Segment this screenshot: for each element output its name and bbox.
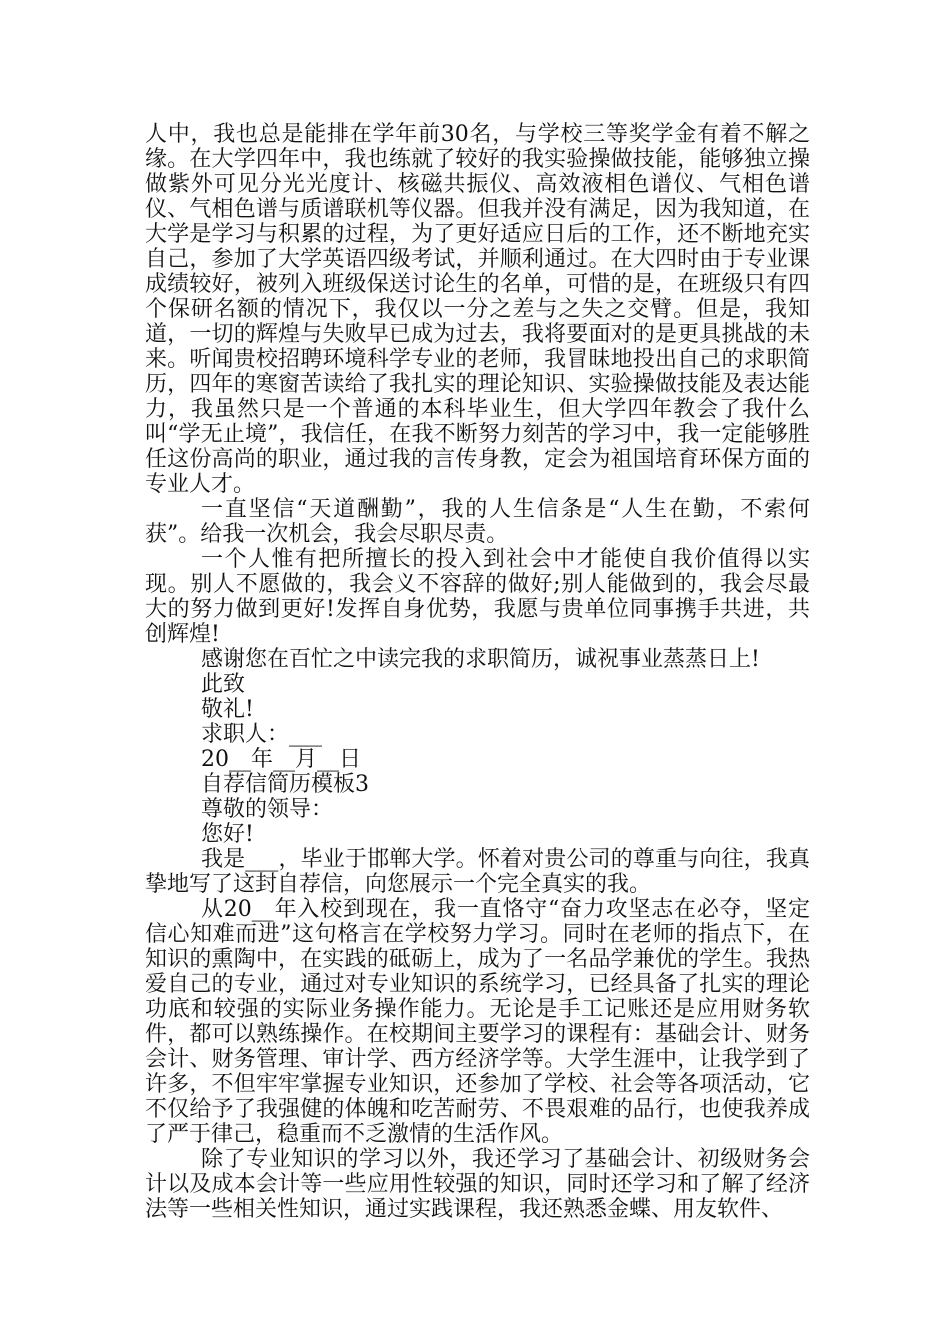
- date-line: 20__年__月__日: [201, 747, 361, 772]
- closing-regards: 敬礼!: [201, 697, 254, 722]
- paragraph-extra-knowledge: 除了专业知识的学习以外，我还学习了基础会计、初级财务会计以及成本会计等一些应用性较强的知识，同时还学习和了解了经济法等一些相关性知识，通过实践课程，我还熟悉金蝶、用友软件、: [145, 1147, 810, 1222]
- document-page: [145, 122, 810, 1222]
- closing-thanks: 感谢您在百忙之中读完我的求职简历，诚祝事业蒸蒸日上!: [201, 647, 760, 672]
- applicant-signature-line: 求职人：___: [201, 722, 323, 747]
- paragraph-introduction: 我是___，毕业于邯郸大学。怀着对贵公司的尊重与向往，我真挚地写了这封自荐信，向您展示一个完全真实的我。: [145, 847, 810, 897]
- paragraph-motto: 一直坚信“天道酬勤”，我的人生信条是“人生在勤，不索何获”。给我一次机会，我会尽职尽责。: [145, 497, 810, 547]
- section-title: 自荐信简历模板3: [201, 772, 369, 797]
- closing-salutation: 此致: [201, 672, 246, 697]
- greeting-hello: 您好!: [201, 822, 254, 847]
- paragraph-study-history: 从20__年入校到现在，我一直恪守“奋力攻坚志在必夺，坚定信心知难而进”这句格言在学校努力学习。同时在老师的指点下，在知识的熏陶中，在实践的砥砺上，成为了一名品学兼优的学生。我热爱自己的专业，通过对专业知识的系统学习，已经具备了扎实的理论功底和较强的实际业务操作能力。无论是手工记账还是应用财务软件，都可以熟练操作。在校期间主要学习的课程有：基础会计、财务会计、财务管理、审计学、西方经济学等。大学生涯中，让我学到了许多，不但牢牢掌握专业知识，还参加了学校、社会等各项活动，它不仅给予了我强健的体魄和吃苦耐劳、不畏艰难的品行，也使我养成了严于律己，稳重而不乏激情的生活作风。: [145, 897, 810, 1147]
- paragraph-education-record: 人中，我也总是能排在学年前30名，与学校三等奖学金有着不解之缘。在大学四年中，我也练就了较好的我实验操做技能，能够独立操做紫外可见分光光度计、核磁共振仪、高效液相色谱仪、气相色谱仪、气相色谱与质谱联机等仪器。但我并没有满足，因为我知道，在大学是学习与积累的过程，为了更好适应日后的工作，还不断地充实自己，参加了大学英语四级考试，并顺利通过。在大四时由于专业课成绩较好，被列入班级保送讨论生的名单，可惜的是，在班级只有四个保研名额的情况下，我仅以一分之差与之失之交臂。但是，我知道，一切的辉煌与失败早已成为过去，我将要面对的是更具挑战的未来。听闻贵校招聘环境科学专业的老师，我冒昧地投出自己的求职简历，四年的寒窗苦读给了我扎实的理论知识、实验操做技能及表达能力，我虽然只是一个普通的本科毕业生，但大学四年教会了我什么叫“学无止境”，我信任，在我不断努力刻苦的学习中，我一定能够胜任这份高尚的职业，通过我的言传身教，定会为祖国培育环保方面的专业人才。: [145, 122, 810, 497]
- greeting-recipient: 尊敬的领导：: [201, 797, 334, 822]
- paragraph-self-value: 一个人惟有把所擅长的投入到社会中才能使自我价值得以实现。别人不愿做的，我会义不容辞的做好;别人能做到的，我会尽最大的努力做到更好!发挥自身优势，我愿与贵单位同事携手共进，共创辉煌!: [145, 547, 810, 647]
